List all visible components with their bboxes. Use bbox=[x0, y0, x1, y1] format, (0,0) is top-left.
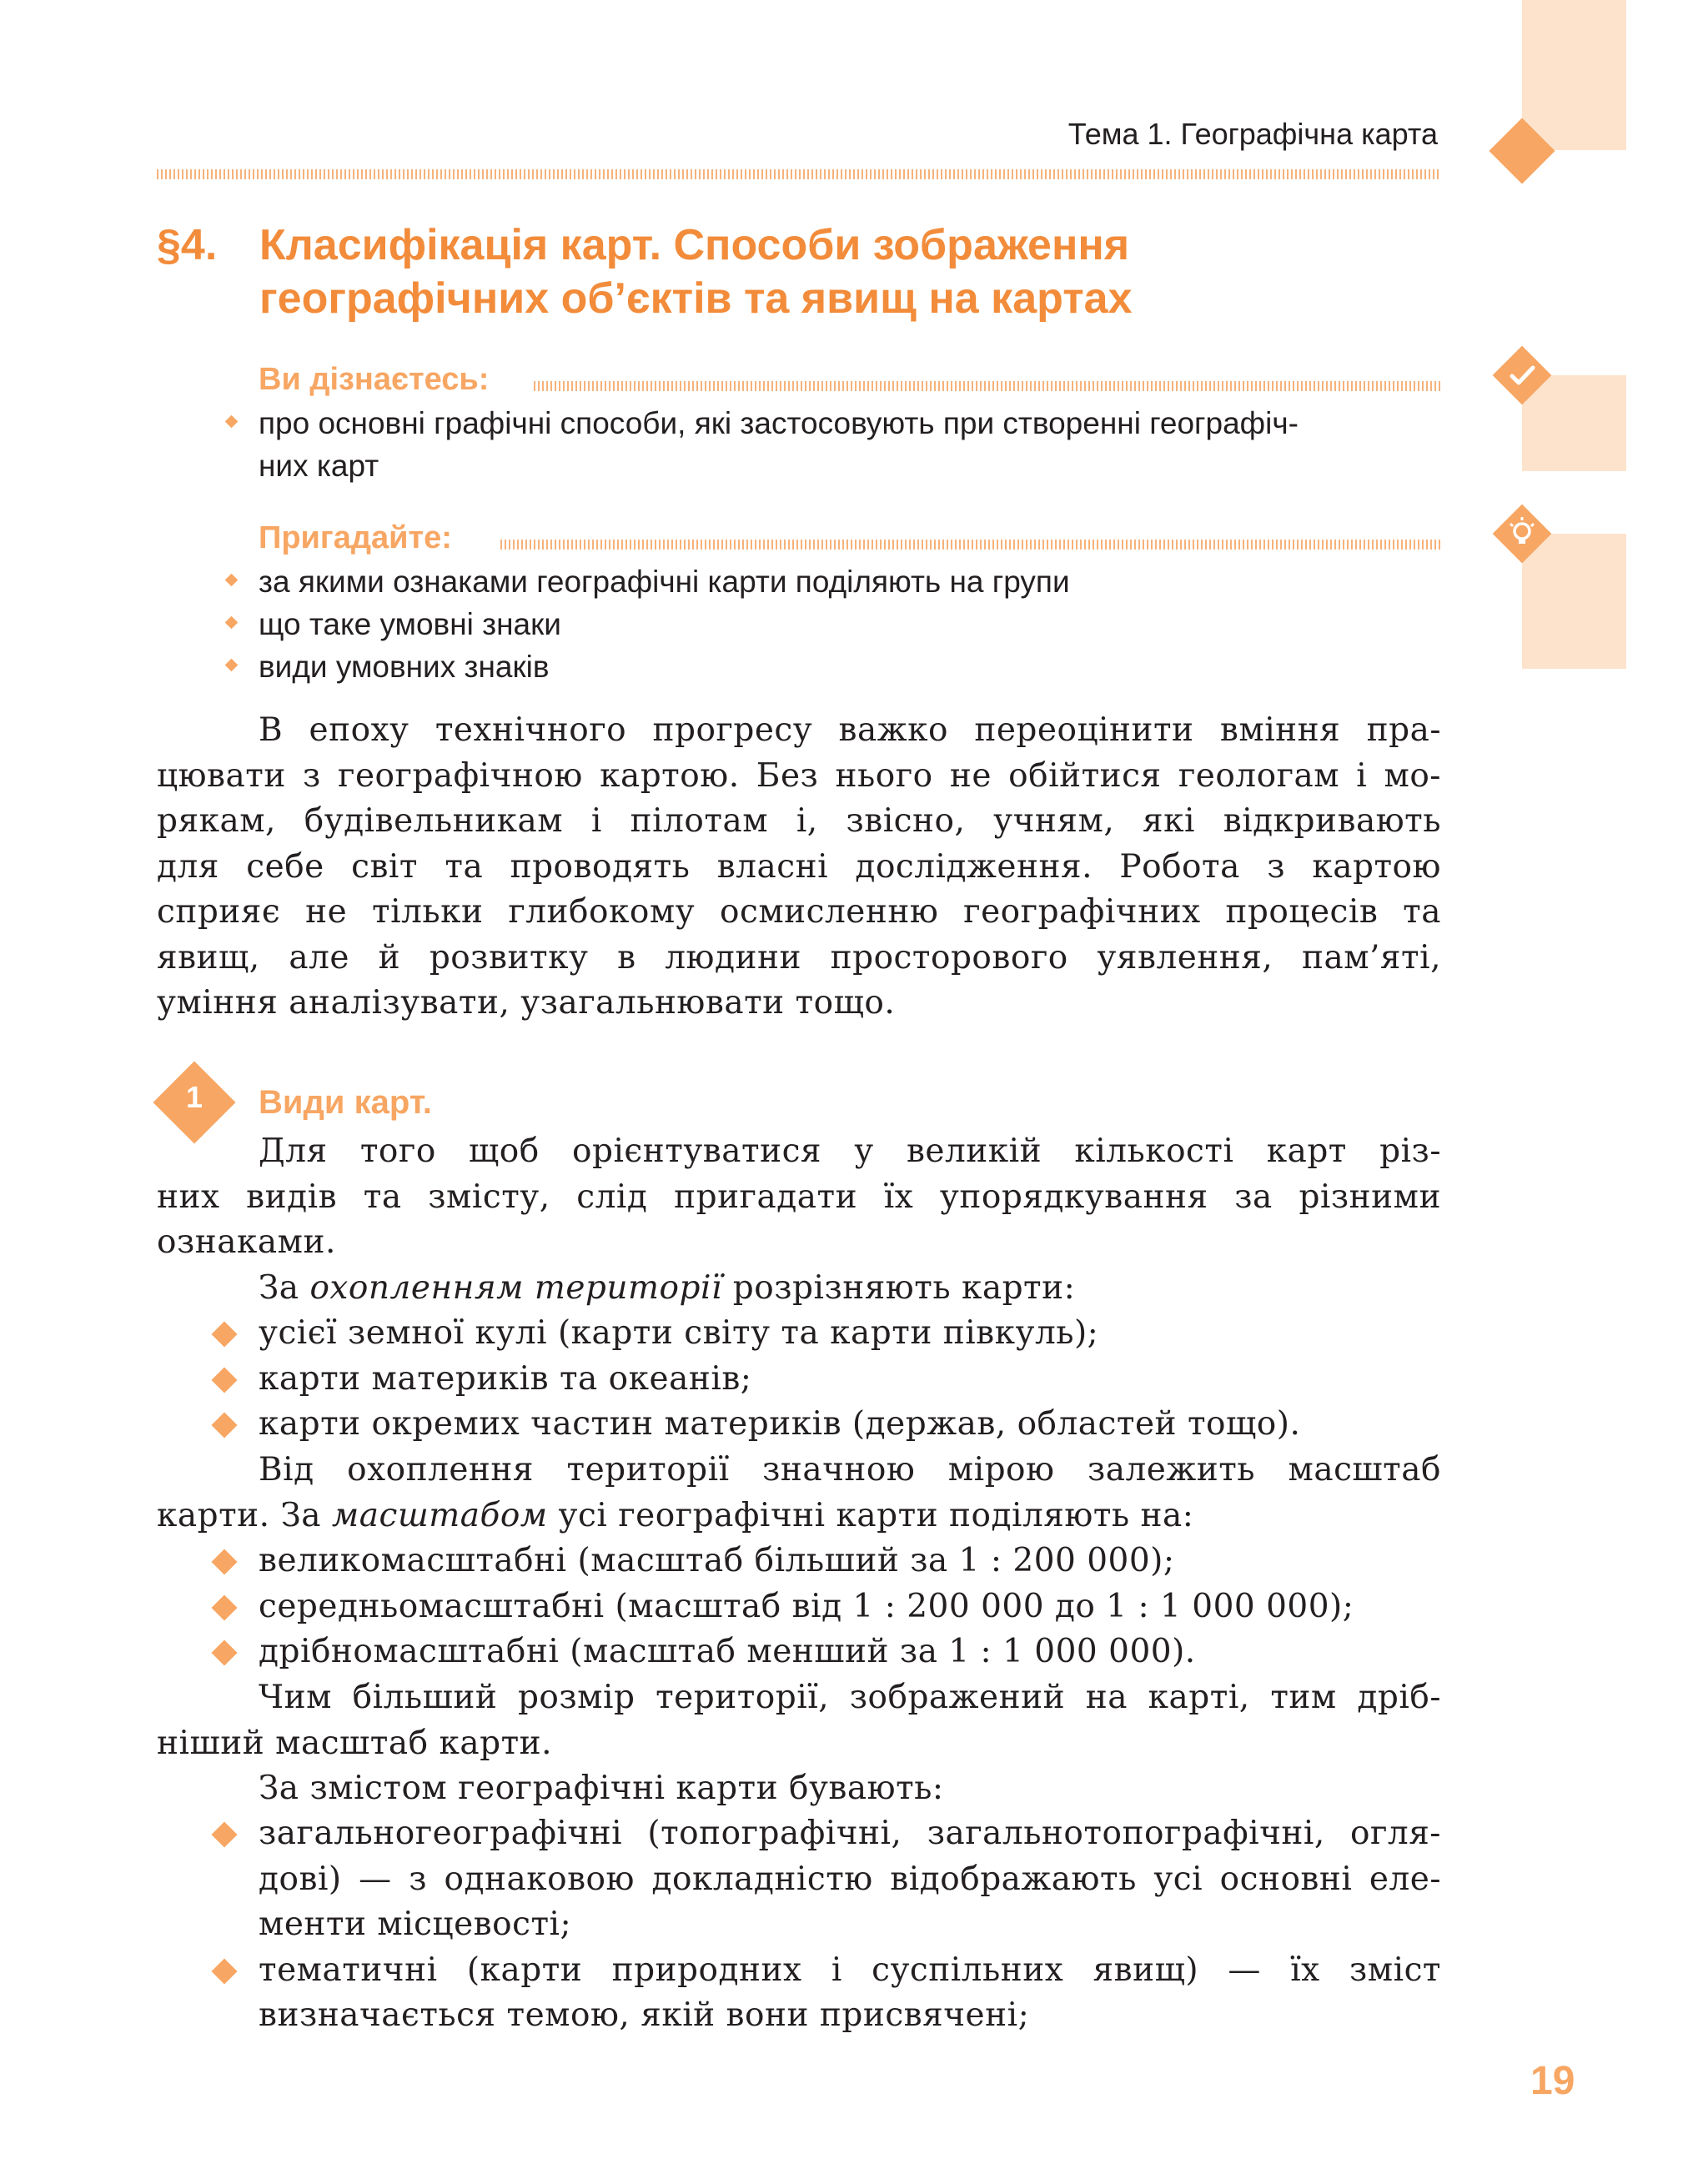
list-item: тематичні (карти природних і суспільних явищ) — їх зміст визначається темою, якій вони присвячені; bbox=[259, 1948, 1441, 2039]
recall-item: види умовних знаків bbox=[259, 645, 1441, 688]
section-number: §4. bbox=[157, 221, 218, 269]
list-item: середньомасштабні (масштаб від 1 : 200 000 до 1 : 1 000 000); bbox=[259, 1584, 1441, 1630]
intro-paragraph bbox=[157, 708, 1441, 1027]
header-dotted-rule bbox=[157, 169, 1441, 179]
scale-list bbox=[259, 1539, 1441, 1675]
content-list bbox=[259, 1811, 1441, 2039]
subsection-number: 1 bbox=[185, 1080, 203, 1114]
text-line: ознаками. bbox=[157, 1223, 336, 1261]
list-item: усієї земної кулі (карти світу та карти півкуль); bbox=[259, 1311, 1441, 1357]
list-item: карти окремих частин материків (держав, областей тощо). bbox=[259, 1402, 1441, 1448]
text-line: В епоху технічного прогресу важко переоцінити вміння пра- bbox=[259, 711, 1441, 749]
recall-item: що таке умовні знаки bbox=[259, 603, 1441, 645]
section-title-line2: географічних об’єктів та явищ на картах bbox=[259, 274, 1133, 323]
text-line: Чим більший розмір території, зображений на карті, тим дріб- bbox=[259, 1679, 1441, 1716]
learn-heading: Ви дізнаєтесь: bbox=[259, 362, 490, 397]
learn-dotted-rule bbox=[534, 381, 1441, 391]
learn-item: про основні графічні способи, які застосовують при створенні географіч- них карт bbox=[259, 402, 1441, 487]
scale-intro: карти. За масштабом усі географічні карти поділяють на: bbox=[157, 1496, 1194, 1534]
page-number: 19 bbox=[1530, 2059, 1575, 2103]
text-line: них видів та змісту, слід пригадати їх упорядкування за різними bbox=[157, 1177, 1441, 1216]
text-line: явищ, але й розвитку в людини просторового уявлення, пам’яті, bbox=[157, 938, 1441, 977]
list-item: загальногеографічні (топографічні, загальнотопографічні, огля- дові) — з однаковою докладністю відображають усі основні еле- менти місцевості; bbox=[259, 1811, 1441, 1948]
text-line: рякам, будівельникам і пілотам і, звісно, учням, які відкривають bbox=[157, 802, 1441, 840]
text-line: Від охоплення території значною мірою залежить масштаб bbox=[259, 1451, 1441, 1489]
text-line: уміння аналізувати, узагальнювати тощо. bbox=[157, 984, 896, 1022]
text-line: сприяє не тільки глибокому осмисленню географічних процесів та bbox=[157, 893, 1441, 931]
text-line: для себе світ та проводять власні дослідження. Робота з картою bbox=[157, 847, 1441, 886]
running-head: Тема 1. Географічна карта bbox=[1068, 117, 1438, 151]
size-paragraph bbox=[157, 1675, 1441, 1812]
recall-heading: Пригадайте: bbox=[259, 520, 452, 555]
checkmark-icon bbox=[1489, 342, 1555, 409]
recall-dotted-rule bbox=[500, 540, 1441, 550]
margin-tab-top bbox=[1522, 0, 1626, 150]
section-title-line1: Класифікація карт. Способи зображення bbox=[259, 221, 1130, 269]
learn-list bbox=[259, 402, 1441, 487]
list-item: дрібномасштабні (масштаб менший за 1 : 1 000 000). bbox=[259, 1629, 1441, 1675]
text-line: Для того щоб орієнтуватися у великій кількості карт різ- bbox=[259, 1132, 1441, 1170]
territory-intro: За охопленням території розрізняють карти: bbox=[259, 1268, 1076, 1307]
text-line: ніший масштаб карти. bbox=[157, 1724, 553, 1762]
scale-paragraph bbox=[157, 1448, 1441, 1539]
subsection-paragraph bbox=[157, 1129, 1441, 1311]
subsection-title: Види карт. bbox=[259, 1084, 432, 1121]
recall-list bbox=[259, 560, 1441, 688]
recall-item: за якими ознаками географічні карти поділяють на групи bbox=[259, 560, 1441, 603]
territory-list bbox=[259, 1311, 1441, 1448]
list-item: карти материків та океанів; bbox=[259, 1357, 1441, 1403]
list-item: великомасштабні (масштаб більший за 1 : 200 000); bbox=[259, 1539, 1441, 1584]
text-line: цювати з географічною картою. Без нього не обійтися геологам і мо- bbox=[157, 756, 1441, 795]
text-line: За змістом географічні карти бувають: bbox=[259, 1770, 944, 1807]
lightbulb-icon bbox=[1489, 500, 1555, 567]
